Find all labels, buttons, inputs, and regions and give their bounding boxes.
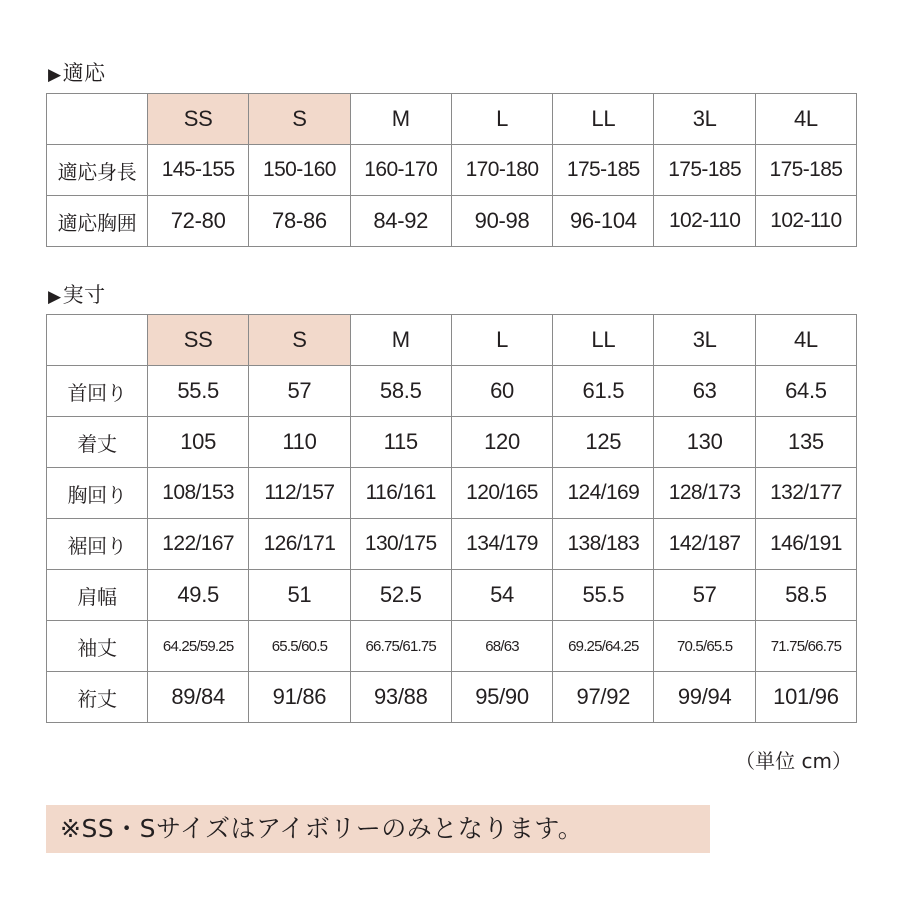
- size-header-m: M: [350, 94, 451, 145]
- table-cell: 51: [249, 570, 350, 621]
- table-cell: 58.5: [350, 366, 451, 417]
- table-cell: 63: [654, 366, 755, 417]
- row-label: 適応胸囲: [47, 196, 148, 247]
- table-cell: 160-170: [350, 145, 451, 196]
- size-header-ll: LL: [553, 94, 654, 145]
- table-row: [47, 672, 857, 723]
- table-cell: 64.25/59.25: [148, 621, 249, 672]
- table-cell: 84-92: [350, 196, 451, 247]
- table-cell: 91/86: [249, 672, 350, 723]
- size-header-ss: SS: [148, 315, 249, 366]
- table-cell: 175-185: [755, 145, 856, 196]
- row-label: 裄丈: [47, 672, 148, 723]
- size-header-l: L: [451, 315, 552, 366]
- size-header-l: L: [451, 94, 552, 145]
- table-cell: 112/157: [249, 468, 350, 519]
- table-header-row: [47, 94, 857, 145]
- row-label: 裾回り: [47, 519, 148, 570]
- size-header-m: M: [350, 315, 451, 366]
- table-cell: 102-110: [654, 196, 755, 247]
- size-header-4l: 4L: [755, 94, 856, 145]
- corner-cell: [47, 315, 148, 366]
- table-cell: 96-104: [553, 196, 654, 247]
- row-label: 胸回り: [47, 468, 148, 519]
- table-cell: 102-110: [755, 196, 856, 247]
- table-cell: 55.5: [148, 366, 249, 417]
- triangle-marker-icon: ▶: [48, 287, 62, 307]
- table-cell: 93/88: [350, 672, 451, 723]
- table-cell: 72-80: [148, 196, 249, 247]
- table-cell: 130: [654, 417, 755, 468]
- size-header-ss: SS: [148, 94, 249, 145]
- table-cell: 175-185: [553, 145, 654, 196]
- table-cell: 97/92: [553, 672, 654, 723]
- table-cell: 175-185: [654, 145, 755, 196]
- table-cell: 68/63: [451, 621, 552, 672]
- table-cell: 78-86: [249, 196, 350, 247]
- table-cell: 110: [249, 417, 350, 468]
- row-label: 首回り: [47, 366, 148, 417]
- table-cell: 120: [451, 417, 552, 468]
- table-row: [47, 145, 857, 196]
- table-cell: 124/169: [553, 468, 654, 519]
- table-cell: 52.5: [350, 570, 451, 621]
- table-row: [47, 468, 857, 519]
- table-cell: 134/179: [451, 519, 552, 570]
- table-cell: 58.5: [755, 570, 856, 621]
- table-cell: 57: [654, 570, 755, 621]
- size-header-4l: 4L: [755, 315, 856, 366]
- table-cell: 57: [249, 366, 350, 417]
- table-row: [47, 366, 857, 417]
- size-header-ll: LL: [553, 315, 654, 366]
- table-cell: 61.5: [553, 366, 654, 417]
- table-cell: 99/94: [654, 672, 755, 723]
- table-cell: 126/171: [249, 519, 350, 570]
- table-cell: 146/191: [755, 519, 856, 570]
- table-cell: 142/187: [654, 519, 755, 570]
- table-cell: 150-160: [249, 145, 350, 196]
- table-header-row: [47, 315, 857, 366]
- triangle-marker-icon: ▶: [48, 65, 62, 85]
- table-row: [47, 417, 857, 468]
- table-cell: 60: [451, 366, 552, 417]
- size-header-3l: 3L: [654, 94, 755, 145]
- table-cell: 120/165: [451, 468, 552, 519]
- table-cell: 122/167: [148, 519, 249, 570]
- table-cell: 135: [755, 417, 856, 468]
- actual-size-table: [46, 314, 857, 723]
- corner-cell: [47, 94, 148, 145]
- table-cell: 49.5: [148, 570, 249, 621]
- table-cell: 108/153: [148, 468, 249, 519]
- table-cell: 70.5/65.5: [654, 621, 755, 672]
- section-title: 実寸: [62, 283, 106, 307]
- size-header-s: S: [249, 315, 350, 366]
- availability-footnote: ※SS・Sサイズはアイボリーのみとなります。: [46, 805, 710, 853]
- table-cell: 115: [350, 417, 451, 468]
- table-cell: 95/90: [451, 672, 552, 723]
- table-row: [47, 519, 857, 570]
- table-cell: 130/175: [350, 519, 451, 570]
- row-label: 肩幅: [47, 570, 148, 621]
- table-cell: 69.25/64.25: [553, 621, 654, 672]
- row-label: 適応身長: [47, 145, 148, 196]
- table-cell: 90-98: [451, 196, 552, 247]
- table-cell: 101/96: [755, 672, 856, 723]
- row-label: 袖丈: [47, 621, 148, 672]
- table-cell: 125: [553, 417, 654, 468]
- table-row: [47, 570, 857, 621]
- table-cell: 64.5: [755, 366, 856, 417]
- table-cell: 89/84: [148, 672, 249, 723]
- fit-size-table: [46, 93, 857, 247]
- table-cell: 55.5: [553, 570, 654, 621]
- size-header-3l: 3L: [654, 315, 755, 366]
- table-cell: 128/173: [654, 468, 755, 519]
- table-cell: 105: [148, 417, 249, 468]
- section-heading-fit: [48, 60, 106, 88]
- section-title: 適応: [62, 61, 106, 85]
- table-cell: 116/161: [350, 468, 451, 519]
- table-cell: 132/177: [755, 468, 856, 519]
- table-cell: 145-155: [148, 145, 249, 196]
- table-cell: 138/183: [553, 519, 654, 570]
- unit-note: （単位 cm）: [735, 749, 852, 773]
- row-label: 着丈: [47, 417, 148, 468]
- table-cell: 54: [451, 570, 552, 621]
- table-row: [47, 196, 857, 247]
- table-row: [47, 621, 857, 672]
- section-heading-actual: [48, 282, 106, 310]
- table-cell: 65.5/60.5: [249, 621, 350, 672]
- table-cell: 66.75/61.75: [350, 621, 451, 672]
- table-cell: 170-180: [451, 145, 552, 196]
- table-cell: 71.75/66.75: [755, 621, 856, 672]
- size-header-s: S: [249, 94, 350, 145]
